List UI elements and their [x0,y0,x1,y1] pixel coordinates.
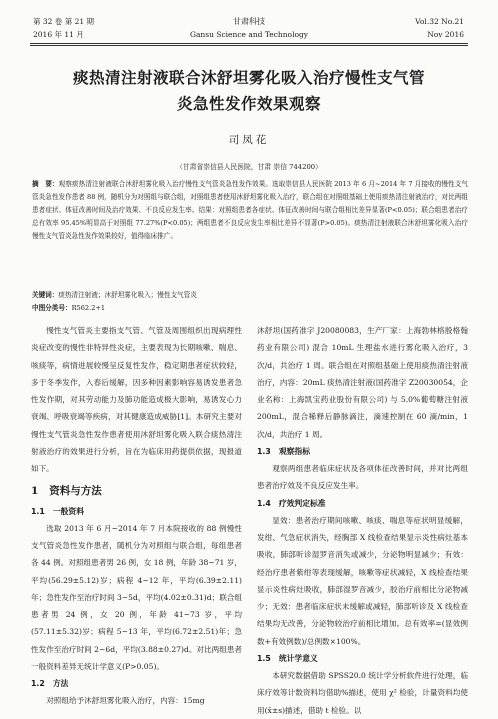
subsection-title: 一般资料 [52,506,84,516]
general-data-paragraph: 选取 2013 年 6 月~2014 年 7 月本院接收的 88 例慢性支气管炎急性发作患者，随机分为对照组与联合组，每组患者各 44 例。对照组患者男 26 例，女 18 例，年龄 38~71 岁，平均(56.29±5.12)岁；病程 4~12 年，平均(6.39±2.11)年；急性发作至治疗时间 3~5d，平均(4.02±0.31)d；联合组患者男 24 例，女 20 例，年龄 41~73 岁，平均(57.11±5.32)岁；病程 5~13 年，平均(6.72±2.51)年；急性发作至治疗时间 2~6d，平均(3.88±0.27)d。对比两组患者一般资料差异无统计学意义(P>0.05)。 [31,523,242,672]
criteria-paragraph: 显效：患者治疗期间咳嗽、咳痰、喘息等症状明显缓解，发绀、气急症状消失，经胸部 X 线检查结果显示炎性病灶基本吸收，肺部听诊湿罗音消失或减少，分泌物明显减少；有效：经治疗患者紫绀等表现缓解，咳嗽等症状减轻，X 线检查结果显示炎性病灶吸收，肺部湿罗音减少，胶治疗前相比分泌物减少；无效：患者临床症状未缓解或减轻，肺部听诊及 X 线检查结果均无改善，分泌物较治疗前相比增加。总有效率=(显效例数+有效例数)/总例数×100%。 [257,515,468,646]
abstract [32,178,468,243]
abstract-label: 摘 要： [32,180,59,188]
subsection-title: 观察指标 [278,447,310,457]
subsection-number: 1.5 [257,654,271,664]
subsection-heading-1-4 [257,495,468,512]
subsection-heading-1-1 [31,503,242,520]
subsection-title: 方法 [52,679,69,689]
publication-date: 2016 年 11 月 [33,30,84,39]
header-rule [30,43,468,44]
subsection-number: 1.2 [31,679,45,689]
abstract-text: 观察痰热清注射液联合沐舒坦雾化吸入治疗慢性支气管炎急性发作效果。选取崇信县人民医院 2013 年 6 月~2014 年 7 月接收的慢性支气管炎急性发作患者 88 例，随机分为对照组与联合组，对照组患者使用沐舒坦雾化吸入治疗，联合组在对照组基础上使用痰热清注射液治疗，对比两组患者症状、体征改善时间及治疗效果、不良反应发生率。结果：对照组患者各症状、体征改善时间与联合组相比差异显著(P<0.05)；联合组患者治疗总有效率 95.45%明显高于对照组 77.27%(P<0.05)；两组患者不良反应发生率相比差异不显著(P>0.05)。痰热清注射液联合沐舒坦雾化吸入治疗慢性支气管炎急性发作效果较好，值得临床推广。 [32,180,468,240]
clc-number [32,302,468,314]
section-number: 1 [31,484,39,497]
clc-label: 中图分类号： [32,304,72,312]
author: 司凤花 [228,134,270,146]
subsection-title: 疗效判定标准 [278,498,326,508]
publication-date-en: Nov 2016 [427,30,464,39]
keywords [32,289,468,301]
methods-paragraph-continued: 沐舒坦(国药准字 J20080083，生产厂家：上海勃林格殷格翰药业有限公司) 混合 10mL 生理盐水进行雾化吸入治疗，3 次/d，共治疗 1 周。联合组在对照组基础上使用痰热清注射液治疗，内容：20mL 痰热清注射液(国药准字 Z20030054，企业名称：上海凯宝药业股份有限公司) 与 5.0%葡萄糖注射液 200mL，混合稀释后静脉滴注，滴速控制在 60 滴/min，1 次/d，共治疗 1 周。 [257,326,468,439]
keywords-label: 关键词： [32,291,59,299]
left-column [31,322,242,710]
subsection-number: 1.4 [257,498,271,508]
subsection-title: 统计学意义 [278,654,318,664]
volume-issue-en: Vol.32 No.21 [415,17,464,26]
volume-issue: 第 32 卷 第 21 期 [33,17,95,26]
journal-name: 甘肃科技 [233,17,265,26]
clc-text: R562.2+1 [71,304,106,312]
subsection-heading-1-3 [257,443,468,460]
statistics-paragraph: 本研究数据借助 SPSS20.0 统计学分析软件进行处理，临床疗效等计数资料均借助%描述，使用 χ² 检验，计量资料均使用(x̄±s)描述，借助 t 检验。以 [257,671,468,715]
right-column [257,322,468,719]
subsection-heading-1-2 [31,675,242,692]
article-title-line-1: 痰热清注射液联合沐舒坦雾化吸入治疗慢性支气管 [72,69,425,87]
section-heading [31,481,242,501]
header-rule-thin [30,45,468,46]
observation-paragraph: 观察两组患者临床症状及各项体征改善时间，并对比两组患者治疗效及不良反应发生率。 [257,464,468,491]
journal-name-en: Gansu Science and Technology [189,30,309,39]
section-title: 资料与方法 [49,484,102,497]
affiliation: （甘肃省崇信县人民医院，甘肃 崇信 744200） [176,163,322,171]
introduction-paragraph: 慢性支气管炎主要指支气管、气管及周围组织出现病理性炎症改变的慢性非特异性炎症，主要表现为长期咳嗽、喘息、咳痰等，病情进展较慢呈反复性发作，稳定期患者症状较轻，多于冬季发作，入春后缓解，因多种因素影响容易诱发患者急性发作期，对其劳动能力及肺功能造成极大影响，易诱发心力衰竭、呼吸衰竭等疾病，对其健康造成威胁[1]。本研究主要对慢性支气管炎急性发作患者使用沐舒坦雾化吸入联合痰热清注射液治疗的效果进行分析，旨在为临床用药提供依据，现报道如下。 [31,326,242,474]
methods-paragraph: 对照组给予沐舒坦雾化吸入治疗，内容：15mg [46,696,205,706]
keywords-text: 痰热清注射液；沐舒坦雾化吸入；慢性支气管炎 [58,291,197,299]
article-title-line-2: 炎急性发作效果观察 [176,95,321,113]
subsection-number: 1.3 [257,447,271,457]
subsection-heading-1-5 [257,650,468,667]
subsection-number: 1.1 [31,506,45,516]
